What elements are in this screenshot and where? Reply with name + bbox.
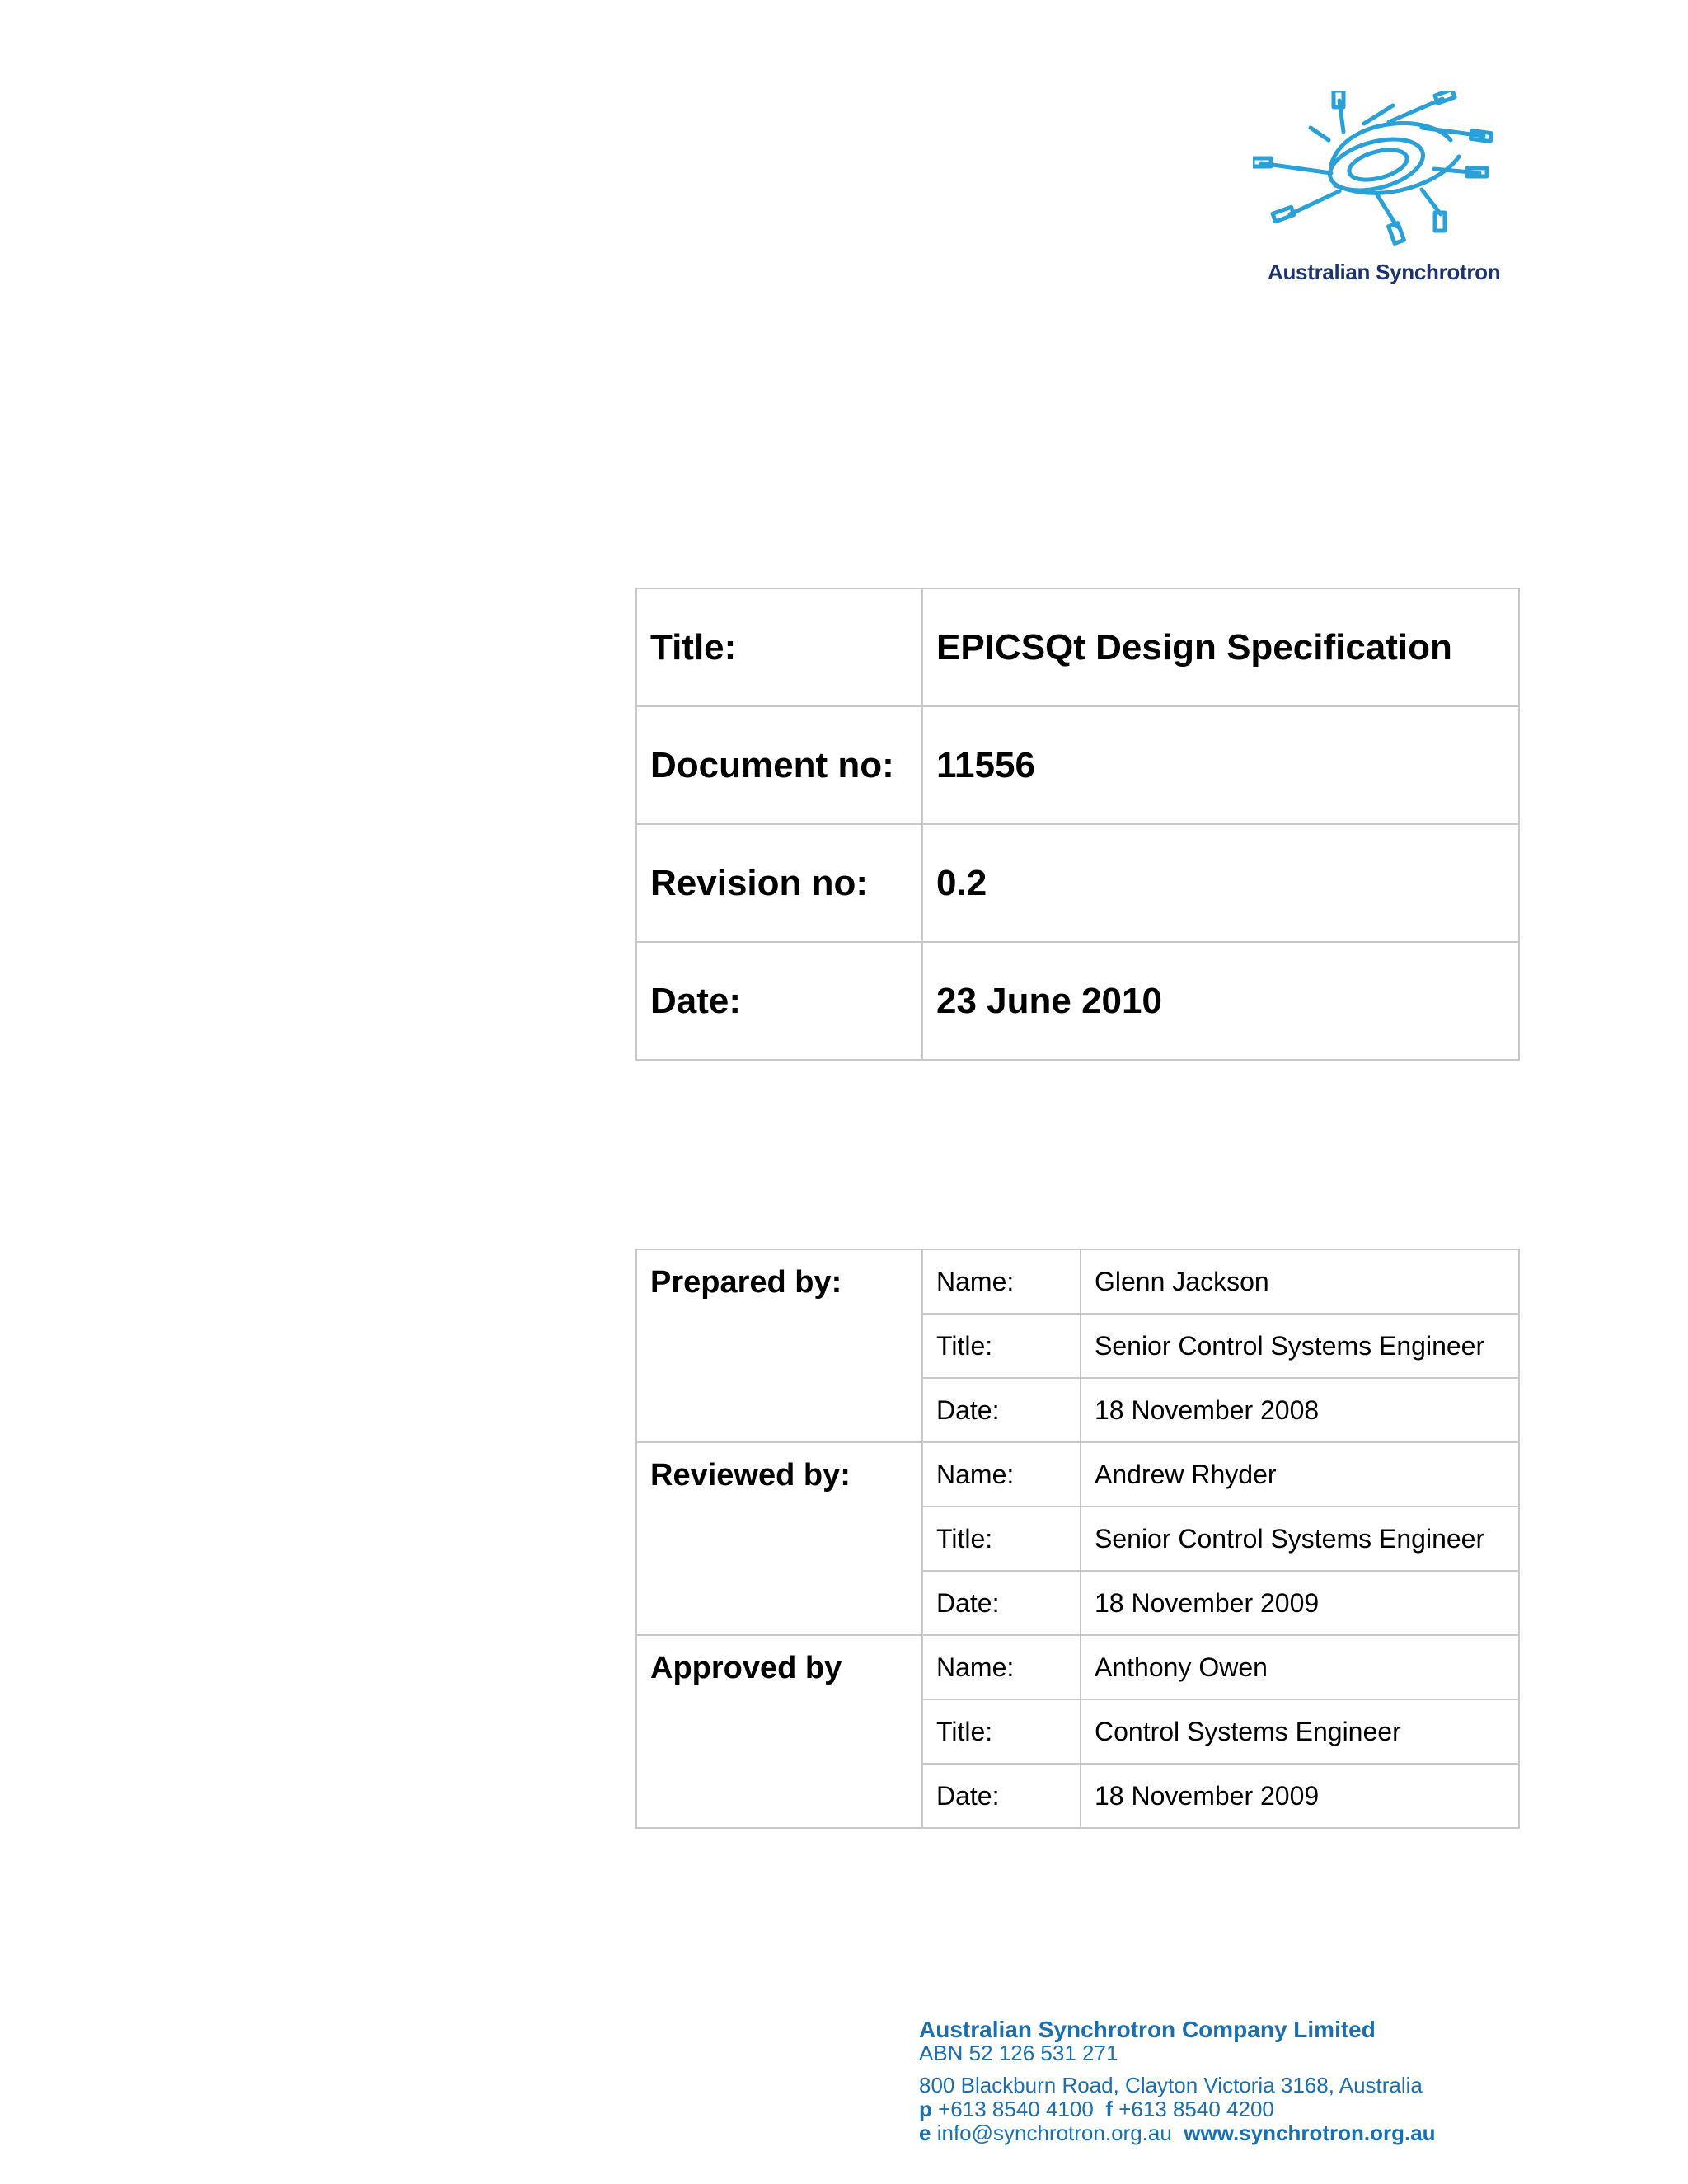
document-info-table bbox=[635, 588, 1520, 1061]
date-field-label: Date: bbox=[922, 1378, 1081, 1442]
title-label: Title: bbox=[636, 588, 922, 706]
footer-address: 800 Blackburn Road, Clayton Victoria 3168, Australia bbox=[919, 2073, 1423, 2097]
title-value: EPICSQt Design Specification bbox=[922, 588, 1519, 706]
table-row bbox=[636, 1442, 1519, 1507]
table-row bbox=[636, 1635, 1519, 1699]
table-row bbox=[636, 942, 1519, 1060]
prepared-by-label: Prepared by: bbox=[636, 1249, 922, 1442]
revision-no-label: Revision no: bbox=[636, 824, 922, 942]
document-no-label: Document no: bbox=[636, 706, 922, 824]
footer-website[interactable]: www.synchrotron.org.au bbox=[1184, 2121, 1436, 2145]
company-footer bbox=[919, 2018, 1436, 2145]
signoff-table bbox=[635, 1249, 1520, 1829]
logo-wordmark: Australian Synchrotron bbox=[1268, 260, 1501, 284]
approved-title: Control Systems Engineer bbox=[1081, 1699, 1519, 1764]
reviewed-title: Senior Control Systems Engineer bbox=[1081, 1507, 1519, 1571]
footer-phone-line bbox=[919, 2097, 1436, 2121]
footer-fax: +613 8540 4200 bbox=[1118, 2097, 1274, 2121]
email-label: e bbox=[919, 2121, 931, 2145]
name-field-label: Name: bbox=[922, 1442, 1081, 1507]
prepared-date: 18 November 2008 bbox=[1081, 1378, 1519, 1442]
name-field-label: Name: bbox=[922, 1249, 1081, 1314]
approved-date: 18 November 2009 bbox=[1081, 1764, 1519, 1828]
date-field-label: Date: bbox=[922, 1764, 1081, 1828]
prepared-name: Glenn Jackson bbox=[1081, 1249, 1519, 1314]
reviewed-date: 18 November 2009 bbox=[1081, 1571, 1519, 1635]
title-field-label: Title: bbox=[922, 1314, 1081, 1378]
footer-contact-line bbox=[919, 2121, 1436, 2145]
revision-no-value: 0.2 bbox=[922, 824, 1519, 942]
fax-label: f bbox=[1105, 2097, 1113, 2121]
prepared-title: Senior Control Systems Engineer bbox=[1081, 1314, 1519, 1378]
footer-abn: ABN 52 126 531 271 bbox=[919, 2041, 1118, 2065]
approved-by-label: Approved by bbox=[636, 1635, 922, 1828]
title-field-label: Title: bbox=[922, 1699, 1081, 1764]
date-field-label: Date: bbox=[922, 1571, 1081, 1635]
company-logo bbox=[1253, 91, 1517, 301]
name-field-label: Name: bbox=[922, 1635, 1081, 1699]
date-label: Date: bbox=[636, 942, 922, 1060]
table-row bbox=[636, 588, 1519, 706]
footer-company-name: Australian Synchrotron Company Limited bbox=[919, 2017, 1376, 2042]
title-field-label: Title: bbox=[922, 1507, 1081, 1571]
table-row bbox=[636, 706, 1519, 824]
table-row bbox=[636, 1249, 1519, 1314]
footer-email[interactable]: info@synchrotron.org.au bbox=[936, 2121, 1172, 2145]
footer-phone: +613 8540 4100 bbox=[938, 2097, 1094, 2121]
approved-name: Anthony Owen bbox=[1081, 1635, 1519, 1699]
synchrotron-logo-icon bbox=[1253, 91, 1517, 255]
reviewed-name: Andrew Rhyder bbox=[1081, 1442, 1519, 1507]
phone-label: p bbox=[919, 2097, 932, 2121]
document-no-value: 11556 bbox=[922, 706, 1519, 824]
date-value: 23 June 2010 bbox=[922, 942, 1519, 1060]
reviewed-by-label: Reviewed by: bbox=[636, 1442, 922, 1635]
table-row bbox=[636, 824, 1519, 942]
